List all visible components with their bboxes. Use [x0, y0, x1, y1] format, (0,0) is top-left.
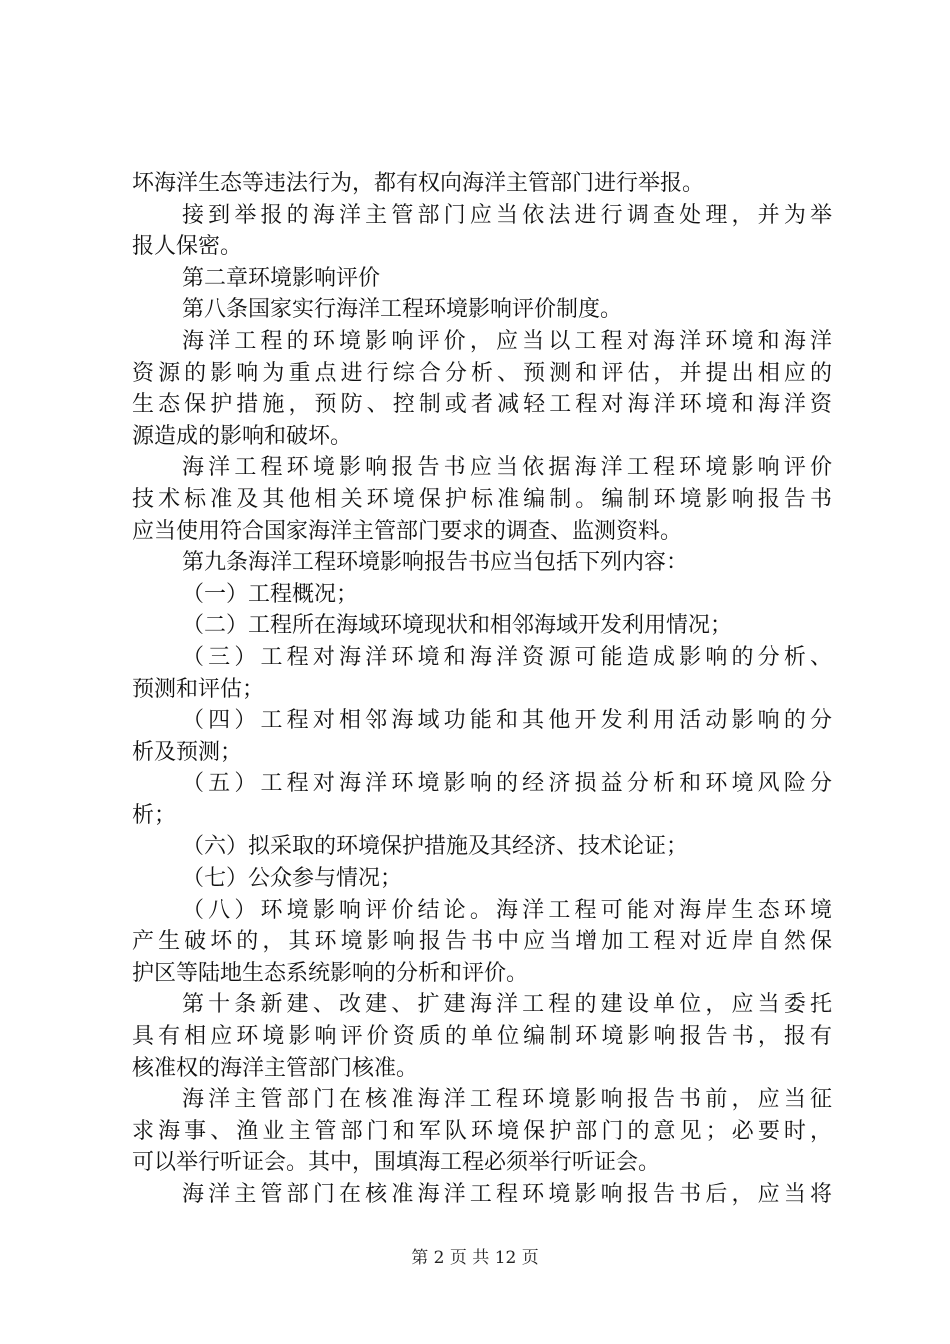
- text-line: （一）工程概况；: [182, 581, 359, 607]
- text-line: 第二章环境影响评价: [182, 265, 381, 291]
- text-line: 具有相应环境影响评价资质的单位编制环境影响报告书，报有: [132, 1024, 832, 1050]
- text-line: 护区等陆地生态系统影响的分析和评价。: [132, 960, 529, 986]
- document-body: [132, 168, 832, 1211]
- text-line: （二）工程所在海域环境现状和相邻海域开发利用情况；: [182, 613, 733, 639]
- text-line: （三）工程对海洋环境和海洋资源可能造成影响的分析、: [182, 644, 832, 670]
- text-line: 核准权的海洋主管部门核准。: [132, 1055, 419, 1081]
- text-line: 应当使用符合国家海洋主管部门要求的调查、监测资料。: [132, 518, 683, 544]
- text-line: 第八条国家实行海洋工程环境影响评价制度。: [182, 297, 623, 323]
- text-line: 资源的影响为重点进行综合分析、预测和评估，并提出相应的: [132, 360, 832, 386]
- text-line: 析；: [132, 802, 177, 828]
- text-line: 海洋工程的环境影响评价，应当以工程对海洋环境和海洋: [182, 328, 832, 354]
- text-line: 技术标准及其他相关环境保护标准编制。编制环境影响报告书: [132, 486, 832, 512]
- text-line: 预测和评估；: [132, 676, 265, 702]
- text-line: 海洋工程环境影响报告书应当依据海洋工程环境影响评价: [182, 455, 832, 481]
- text-line: 源造成的影响和破坏。: [132, 423, 353, 449]
- text-line: 第十条新建、改建、扩建海洋工程的建设单位，应当委托: [182, 992, 832, 1018]
- text-line: （四）工程对相邻海域功能和其他开发利用活动影响的分: [182, 708, 832, 734]
- text-line: 报人保密。: [132, 234, 243, 260]
- text-line: 生态保护措施，预防、控制或者减轻工程对海洋环境和海洋资: [132, 392, 832, 418]
- text-line: 产生破坏的，其环境影响报告书中应当增加工程对近岸自然保: [132, 929, 832, 955]
- text-line: 求海事、渔业主管部门和军队环境保护部门的意见；必要时，: [132, 1118, 832, 1144]
- text-line: 坏海洋生态等违法行为，都有权向海洋主管部门进行举报。: [132, 171, 705, 196]
- text-line: （八）环境影响评价结论。海洋工程可能对海岸生态环境: [182, 897, 832, 923]
- text-line: 接到举报的海洋主管部门应当依法进行调查处理，并为举: [182, 202, 832, 228]
- text-line: （七）公众参与情况；: [182, 866, 403, 892]
- text-line: 析及预测；: [132, 739, 243, 765]
- text-line: （六）拟采取的环境保护措施及其经济、技术论证；: [182, 834, 689, 860]
- text-line: （五）工程对海洋环境影响的经济损益分析和环境风险分: [182, 771, 832, 797]
- text-line: 可以举行听证会。其中，围填海工程必须举行听证会。: [132, 1150, 661, 1176]
- text-line: 海洋主管部门在核准海洋工程环境影响报告书后，应当将: [182, 1182, 832, 1207]
- text-line: 第九条海洋工程环境影响报告书应当包括下列内容：: [182, 550, 689, 576]
- text-line: 海洋主管部门在核准海洋工程环境影响报告书前，应当征: [182, 1087, 832, 1113]
- page-footer: 第 2 页 共 12 页: [411, 1248, 539, 1268]
